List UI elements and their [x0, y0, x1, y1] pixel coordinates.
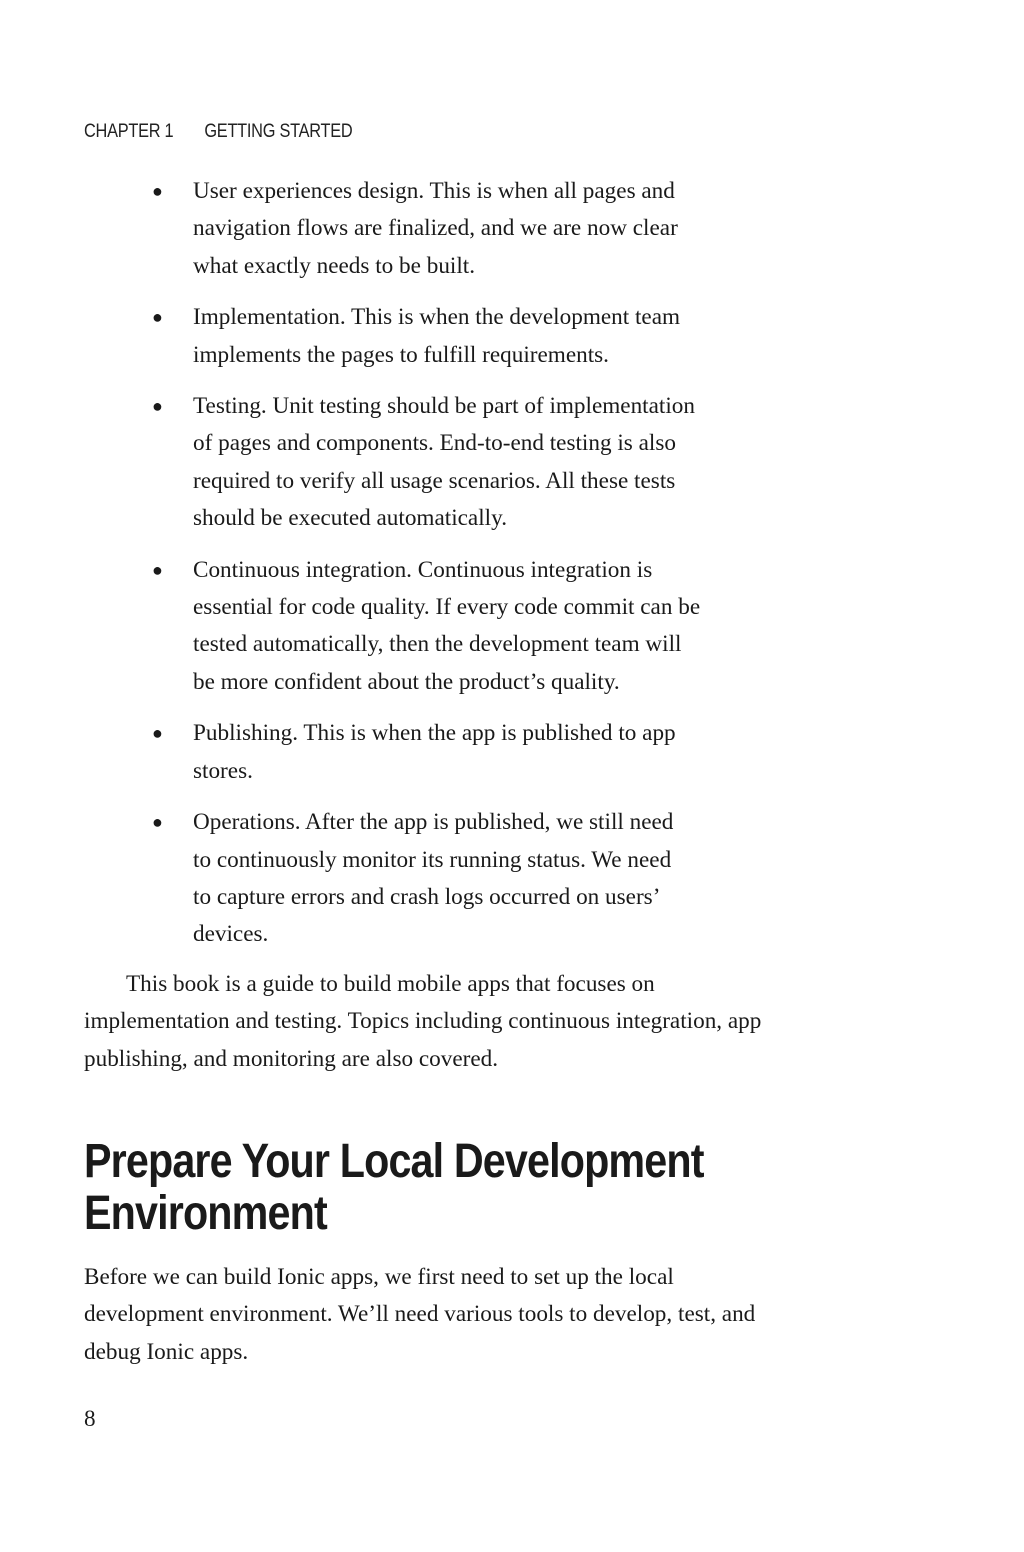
- bullet-icon: ●: [152, 723, 163, 744]
- bullet-icon: ●: [152, 181, 163, 201]
- bullet-line: essential for code quality. If every code commit can be: [193, 594, 701, 621]
- list-item: [148, 299, 798, 374]
- page-number: 8: [84, 1406, 96, 1432]
- section-paragraph: [84, 1259, 904, 1371]
- bullet-list: [148, 173, 798, 968]
- bullet-line: devices.: [193, 921, 269, 948]
- list-item: [148, 804, 798, 954]
- bullet-line: tested automatically, then the development team will: [193, 631, 682, 658]
- bullet-line: of pages and components. End-to-end testing is also: [193, 430, 676, 457]
- bullet-line: Implementation. This is when the development team: [193, 304, 681, 331]
- list-item: [148, 715, 798, 790]
- paragraph-line: debug Ionic apps.: [84, 1338, 249, 1365]
- bullet-line: required to verify all usage scenarios. All these tests: [193, 467, 676, 494]
- paragraph-line: development environment. We’ll need various tools to develop, test, and: [84, 1301, 756, 1328]
- bullet-icon: ●: [152, 307, 163, 328]
- bullet-line: Publishing. This is when the app is published to app: [193, 720, 676, 747]
- list-item: [148, 388, 798, 538]
- bullet-line: implements the pages to fulfill requirements.: [193, 341, 609, 368]
- bullet-line: User experiences design. This is when all pages and: [193, 178, 675, 204]
- bullet-line: navigation flows are finalized, and we are now clear: [193, 215, 678, 242]
- heading-line: Prepare Your Local Development: [84, 1135, 704, 1188]
- section-heading: [84, 1136, 738, 1240]
- paragraph-line: publishing, and monitoring are also covered.: [84, 1045, 499, 1072]
- bullet-line: Operations. After the app is published, we still need: [193, 809, 674, 836]
- bullet-icon: ●: [152, 812, 163, 833]
- list-item: [148, 173, 798, 285]
- bullet-line: Continuous integration. Continuous integration is: [193, 556, 653, 583]
- chapter-number: CHAPTER 1: [84, 121, 174, 142]
- bullet-line: be more confident about the product’s quality.: [193, 668, 620, 695]
- paragraph-line: implementation and testing. Topics including continuous integration, app: [84, 1008, 762, 1035]
- bullet-line: to continuously monitor its running status. We need: [193, 846, 672, 873]
- bullet-line: stores.: [193, 757, 253, 784]
- heading-line: Environment: [84, 1187, 327, 1240]
- bullet-icon: ●: [152, 396, 163, 417]
- running-head: [84, 121, 352, 143]
- chapter-title: GETTING STARTED: [204, 121, 353, 142]
- paragraph-line: This book is a guide to build mobile apps that focuses on: [126, 971, 655, 997]
- intro-paragraph: [84, 966, 904, 1078]
- bullet-line: should be executed automatically.: [193, 505, 507, 532]
- list-item: [148, 552, 798, 702]
- paragraph-line: Before we can build Ionic apps, we first need to set up the local: [84, 1264, 674, 1290]
- bullet-icon: ●: [152, 559, 163, 580]
- bullet-line: to capture errors and crash logs occurred on users’: [193, 883, 661, 910]
- bullet-line: Testing. Unit testing should be part of implementation: [193, 393, 695, 420]
- bullet-line: what exactly needs to be built.: [193, 252, 476, 279]
